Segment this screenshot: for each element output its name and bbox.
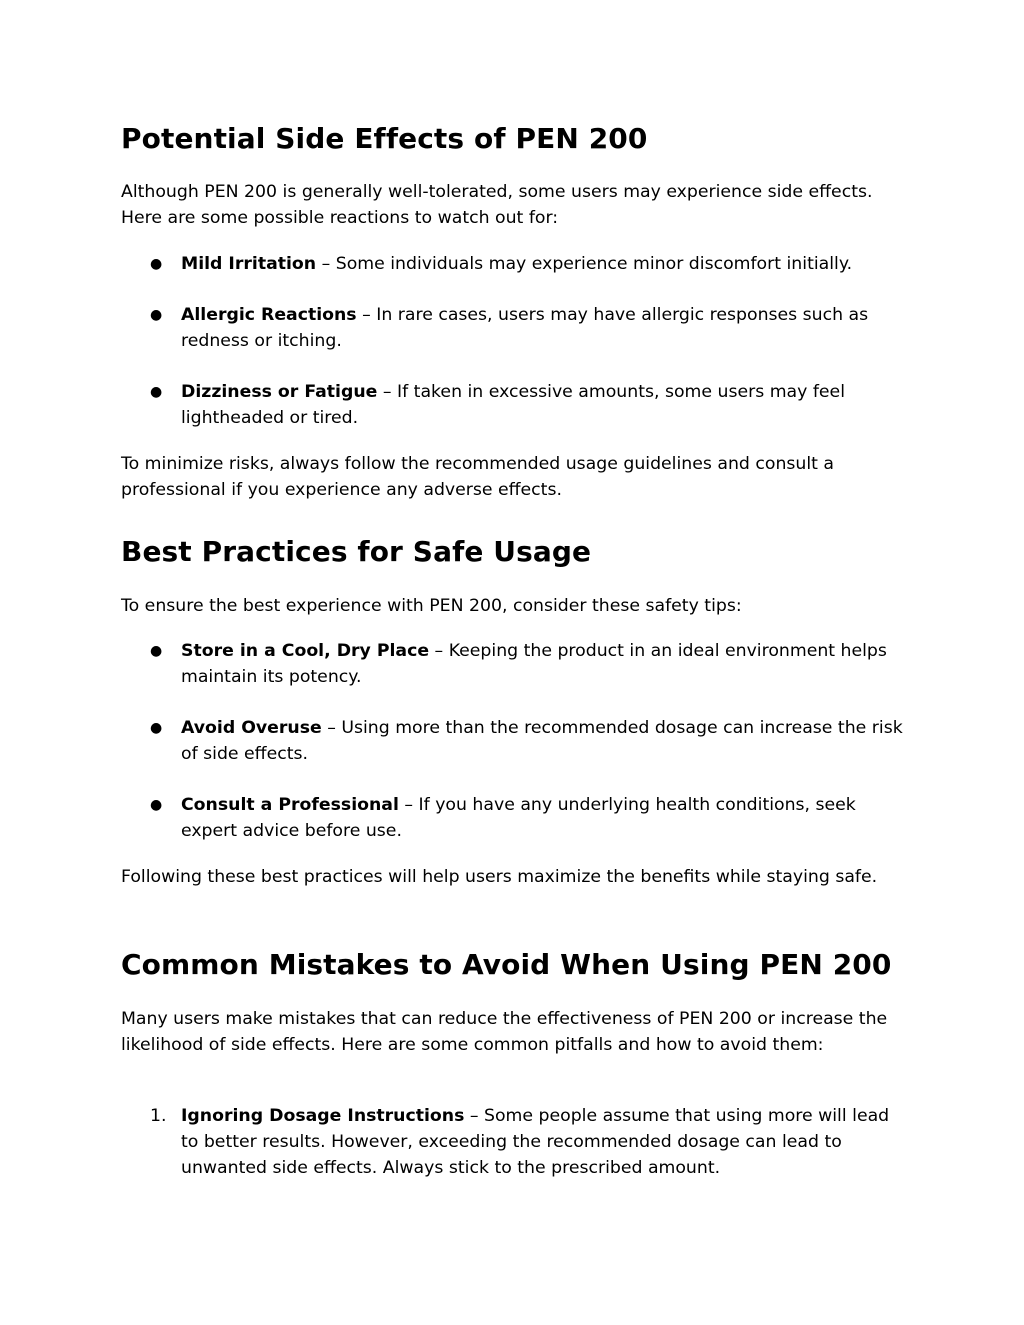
best-practices-intro: To ensure the best experience with PEN 200, consider these safety tips:	[121, 596, 742, 616]
numbered-list-item	[121, 1103, 911, 1181]
bullet-icon: ●	[150, 307, 163, 323]
side-effects-outro: To minimize risks, always follow the recommended usage guidelines and consult a professional if you experience any adverse effects.	[121, 454, 835, 500]
item-description: – If taken in excessive amounts, some users may feel lightheaded or tired.	[181, 382, 845, 428]
bullet-icon: ●	[150, 720, 163, 736]
item-title: Store in a Cool, Dry Place	[181, 641, 430, 661]
list-item	[121, 251, 911, 277]
item-description: – Some people assume that using more will lead to better results. However, exceeding the recommended dosage can lead to unwanted side effects. Always stick to the prescribed amount.	[181, 1106, 890, 1178]
bullet-icon: ●	[150, 797, 163, 813]
side-effects-intro: Although PEN 200 is generally well-tolerated, some users may experience side effects. Here are some possible reactions to watch out for:	[121, 182, 873, 228]
item-title: Allergic Reactions	[181, 305, 357, 325]
bullet-icon: ●	[150, 256, 163, 272]
list-item	[121, 638, 911, 690]
item-title: Mild Irritation	[181, 254, 317, 274]
item-description: – Keeping the product in an ideal environment helps maintain its potency.	[181, 641, 887, 687]
best-practices-outro: Following these best practices will help users maximize the benefits while staying safe.	[121, 867, 878, 887]
section-heading-common-mistakes: Common Mistakes to Avoid When Using PEN 200	[121, 948, 892, 981]
section-heading-side-effects: Potential Side Effects of PEN 200	[121, 122, 648, 155]
list-number: 1.	[150, 1106, 167, 1126]
bullet-icon: ●	[150, 384, 163, 400]
common-mistakes-intro: Many users make mistakes that can reduce the effectiveness of PEN 200 or increase the likelihood of side effects. Here are some common pitfalls and how to avoid them:	[121, 1009, 888, 1055]
item-description: – If you have any underlying health conditions, seek expert advice before use.	[181, 795, 856, 841]
item-title: Dizziness or Fatigue	[181, 382, 378, 402]
item-description: – In rare cases, users may have allergic responses such as redness or itching.	[181, 305, 869, 351]
list-item	[121, 302, 911, 354]
item-title: Ignoring Dosage Instructions	[181, 1106, 465, 1126]
item-title: Consult a Professional	[181, 795, 399, 815]
item-title: Avoid Overuse	[181, 718, 322, 738]
list-item	[121, 379, 911, 431]
item-description: – Some individuals may experience minor discomfort initially.	[316, 254, 853, 274]
list-item	[121, 792, 911, 844]
section-heading-best-practices: Best Practices for Safe Usage	[121, 535, 592, 568]
list-item	[121, 715, 911, 767]
item-description: – Using more than the recommended dosage can increase the risk of side effects.	[181, 718, 903, 764]
bullet-icon: ●	[150, 643, 163, 659]
